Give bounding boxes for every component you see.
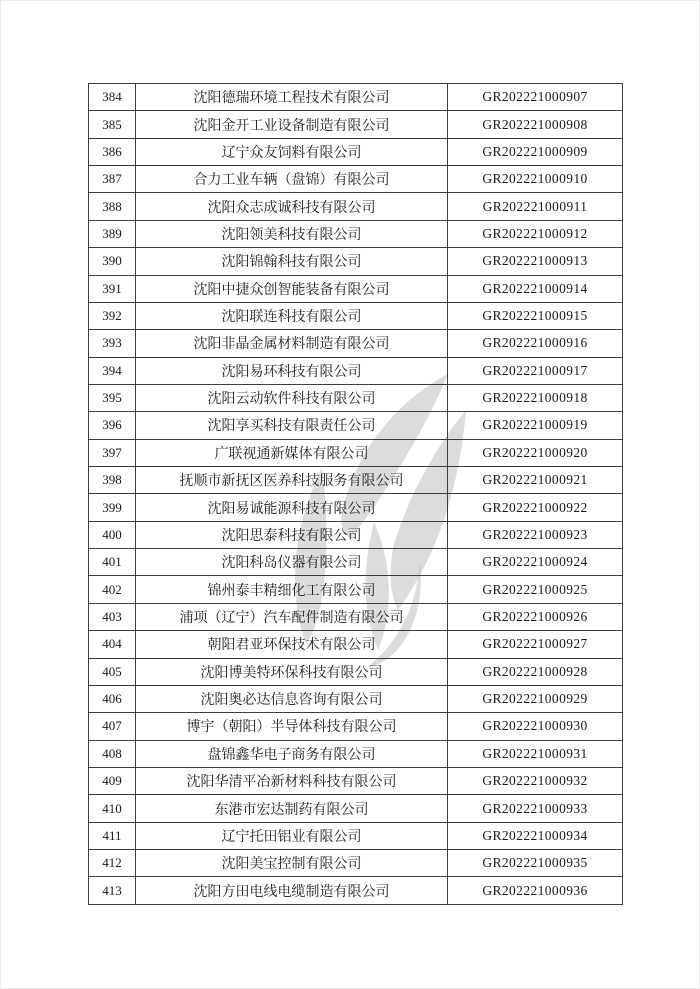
company-name: 沈阳金开工业设备制造有限公司 bbox=[136, 111, 448, 138]
table-row bbox=[89, 877, 623, 905]
company-name: 沈阳中捷众创智能装备有限公司 bbox=[136, 275, 448, 302]
certificate-number: GR202221000933 bbox=[448, 795, 623, 822]
certificate-number: GR202221000916 bbox=[448, 330, 623, 357]
certificate-number: GR202221000922 bbox=[448, 494, 623, 521]
row-index: 409 bbox=[89, 767, 136, 794]
certificate-number: GR202221000930 bbox=[448, 713, 623, 740]
company-name: 朝阳君亚环保技术有限公司 bbox=[136, 631, 448, 658]
certificate-number: GR202221000923 bbox=[448, 521, 623, 548]
table-row bbox=[89, 166, 623, 193]
table-body bbox=[89, 84, 623, 905]
company-name: 合力工业车辆（盘锦）有限公司 bbox=[136, 166, 448, 193]
row-index: 395 bbox=[89, 384, 136, 411]
company-name: 浦项（辽宁）汽车配件制造有限公司 bbox=[136, 603, 448, 630]
company-name: 沈阳易诚能源科技有限公司 bbox=[136, 494, 448, 521]
company-name: 辽宁众友饲料有限公司 bbox=[136, 138, 448, 165]
certificate-number: GR202221000934 bbox=[448, 822, 623, 849]
row-index: 408 bbox=[89, 740, 136, 767]
row-index: 393 bbox=[89, 330, 136, 357]
table-row bbox=[89, 521, 623, 548]
table-row bbox=[89, 220, 623, 247]
row-index: 388 bbox=[89, 193, 136, 220]
certificate-number: GR202221000925 bbox=[448, 576, 623, 603]
row-index: 391 bbox=[89, 275, 136, 302]
row-index: 396 bbox=[89, 412, 136, 439]
company-name: 沈阳方田电线电缆制造有限公司 bbox=[136, 877, 448, 905]
certificate-number: GR202221000909 bbox=[448, 138, 623, 165]
table-row bbox=[89, 576, 623, 603]
table-row bbox=[89, 850, 623, 877]
table-row bbox=[89, 740, 623, 767]
company-name: 沈阳非晶金属材料制造有限公司 bbox=[136, 330, 448, 357]
certificate-number: GR202221000936 bbox=[448, 877, 623, 905]
table-row bbox=[89, 822, 623, 849]
table-row bbox=[89, 248, 623, 275]
row-index: 387 bbox=[89, 166, 136, 193]
company-name: 沈阳科岛仪器有限公司 bbox=[136, 549, 448, 576]
row-index: 401 bbox=[89, 549, 136, 576]
row-index: 390 bbox=[89, 248, 136, 275]
certificate-number: GR202221000911 bbox=[448, 193, 623, 220]
table-row bbox=[89, 384, 623, 411]
table-row bbox=[89, 467, 623, 494]
certificate-number: GR202221000914 bbox=[448, 275, 623, 302]
row-index: 403 bbox=[89, 603, 136, 630]
certificate-number: GR202221000920 bbox=[448, 439, 623, 466]
company-name: 东港市宏达制药有限公司 bbox=[136, 795, 448, 822]
row-index: 397 bbox=[89, 439, 136, 466]
company-name: 盘锦鑫华电子商务有限公司 bbox=[136, 740, 448, 767]
company-name: 沈阳奥必达信息咨询有限公司 bbox=[136, 685, 448, 712]
certificate-number: GR202221000924 bbox=[448, 549, 623, 576]
table-row bbox=[89, 302, 623, 329]
certificate-number: GR202221000915 bbox=[448, 302, 623, 329]
table-row bbox=[89, 439, 623, 466]
company-name: 沈阳联连科技有限公司 bbox=[136, 302, 448, 329]
company-name: 沈阳众志成诚科技有限公司 bbox=[136, 193, 448, 220]
row-index: 402 bbox=[89, 576, 136, 603]
company-name: 沈阳德瑞环境工程技术有限公司 bbox=[136, 84, 448, 111]
company-name: 沈阳云动软件科技有限公司 bbox=[136, 384, 448, 411]
company-name: 抚顺市新抚区医养科技服务有限公司 bbox=[136, 467, 448, 494]
company-name: 沈阳博美特环保科技有限公司 bbox=[136, 658, 448, 685]
row-index: 412 bbox=[89, 850, 136, 877]
table-row bbox=[89, 658, 623, 685]
table-row bbox=[89, 685, 623, 712]
table-row bbox=[89, 138, 623, 165]
certificate-number: GR202221000935 bbox=[448, 850, 623, 877]
row-index: 386 bbox=[89, 138, 136, 165]
table-row bbox=[89, 713, 623, 740]
row-index: 404 bbox=[89, 631, 136, 658]
certificate-number: GR202221000913 bbox=[448, 248, 623, 275]
certificate-number: GR202221000927 bbox=[448, 631, 623, 658]
certificate-number: GR202221000908 bbox=[448, 111, 623, 138]
table-row bbox=[89, 767, 623, 794]
company-name: 锦州泰丰精细化工有限公司 bbox=[136, 576, 448, 603]
table-row bbox=[89, 111, 623, 138]
certificate-number: GR202221000910 bbox=[448, 166, 623, 193]
company-name: 广联视通新媒体有限公司 bbox=[136, 439, 448, 466]
company-name: 沈阳思泰科技有限公司 bbox=[136, 521, 448, 548]
table-row bbox=[89, 795, 623, 822]
certificate-table bbox=[88, 83, 623, 905]
row-index: 405 bbox=[89, 658, 136, 685]
row-index: 399 bbox=[89, 494, 136, 521]
table-row bbox=[89, 603, 623, 630]
table-row bbox=[89, 631, 623, 658]
row-index: 392 bbox=[89, 302, 136, 329]
table-row bbox=[89, 193, 623, 220]
row-index: 394 bbox=[89, 357, 136, 384]
table-row bbox=[89, 412, 623, 439]
company-name: 沈阳易环科技有限公司 bbox=[136, 357, 448, 384]
row-index: 384 bbox=[89, 84, 136, 111]
certificate-number: GR202221000918 bbox=[448, 384, 623, 411]
row-index: 410 bbox=[89, 795, 136, 822]
certificate-number: GR202221000907 bbox=[448, 84, 623, 111]
certificate-number: GR202221000921 bbox=[448, 467, 623, 494]
certificate-number: GR202221000926 bbox=[448, 603, 623, 630]
company-name: 沈阳美宝控制有限公司 bbox=[136, 850, 448, 877]
row-index: 406 bbox=[89, 685, 136, 712]
row-index: 407 bbox=[89, 713, 136, 740]
certificate-number: GR202221000929 bbox=[448, 685, 623, 712]
company-name: 沈阳享买科技有限责任公司 bbox=[136, 412, 448, 439]
certificate-number: GR202221000912 bbox=[448, 220, 623, 247]
table-row bbox=[89, 275, 623, 302]
row-index: 411 bbox=[89, 822, 136, 849]
company-name: 沈阳华清平冶新材料科技有限公司 bbox=[136, 767, 448, 794]
row-index: 400 bbox=[89, 521, 136, 548]
certificate-number: GR202221000932 bbox=[448, 767, 623, 794]
table-row bbox=[89, 330, 623, 357]
company-name: 博宇（朝阳）半导体科技有限公司 bbox=[136, 713, 448, 740]
table-row bbox=[89, 84, 623, 111]
company-name: 沈阳锦翰科技有限公司 bbox=[136, 248, 448, 275]
row-index: 398 bbox=[89, 467, 136, 494]
table-row bbox=[89, 357, 623, 384]
row-index: 413 bbox=[89, 877, 136, 905]
company-name: 沈阳领美科技有限公司 bbox=[136, 220, 448, 247]
certificate-number: GR202221000928 bbox=[448, 658, 623, 685]
company-name: 辽宁托田铝业有限公司 bbox=[136, 822, 448, 849]
table-row bbox=[89, 494, 623, 521]
row-index: 385 bbox=[89, 111, 136, 138]
certificate-number: GR202221000917 bbox=[448, 357, 623, 384]
table-row bbox=[89, 549, 623, 576]
certificate-number: GR202221000919 bbox=[448, 412, 623, 439]
certificate-number: GR202221000931 bbox=[448, 740, 623, 767]
row-index: 389 bbox=[89, 220, 136, 247]
